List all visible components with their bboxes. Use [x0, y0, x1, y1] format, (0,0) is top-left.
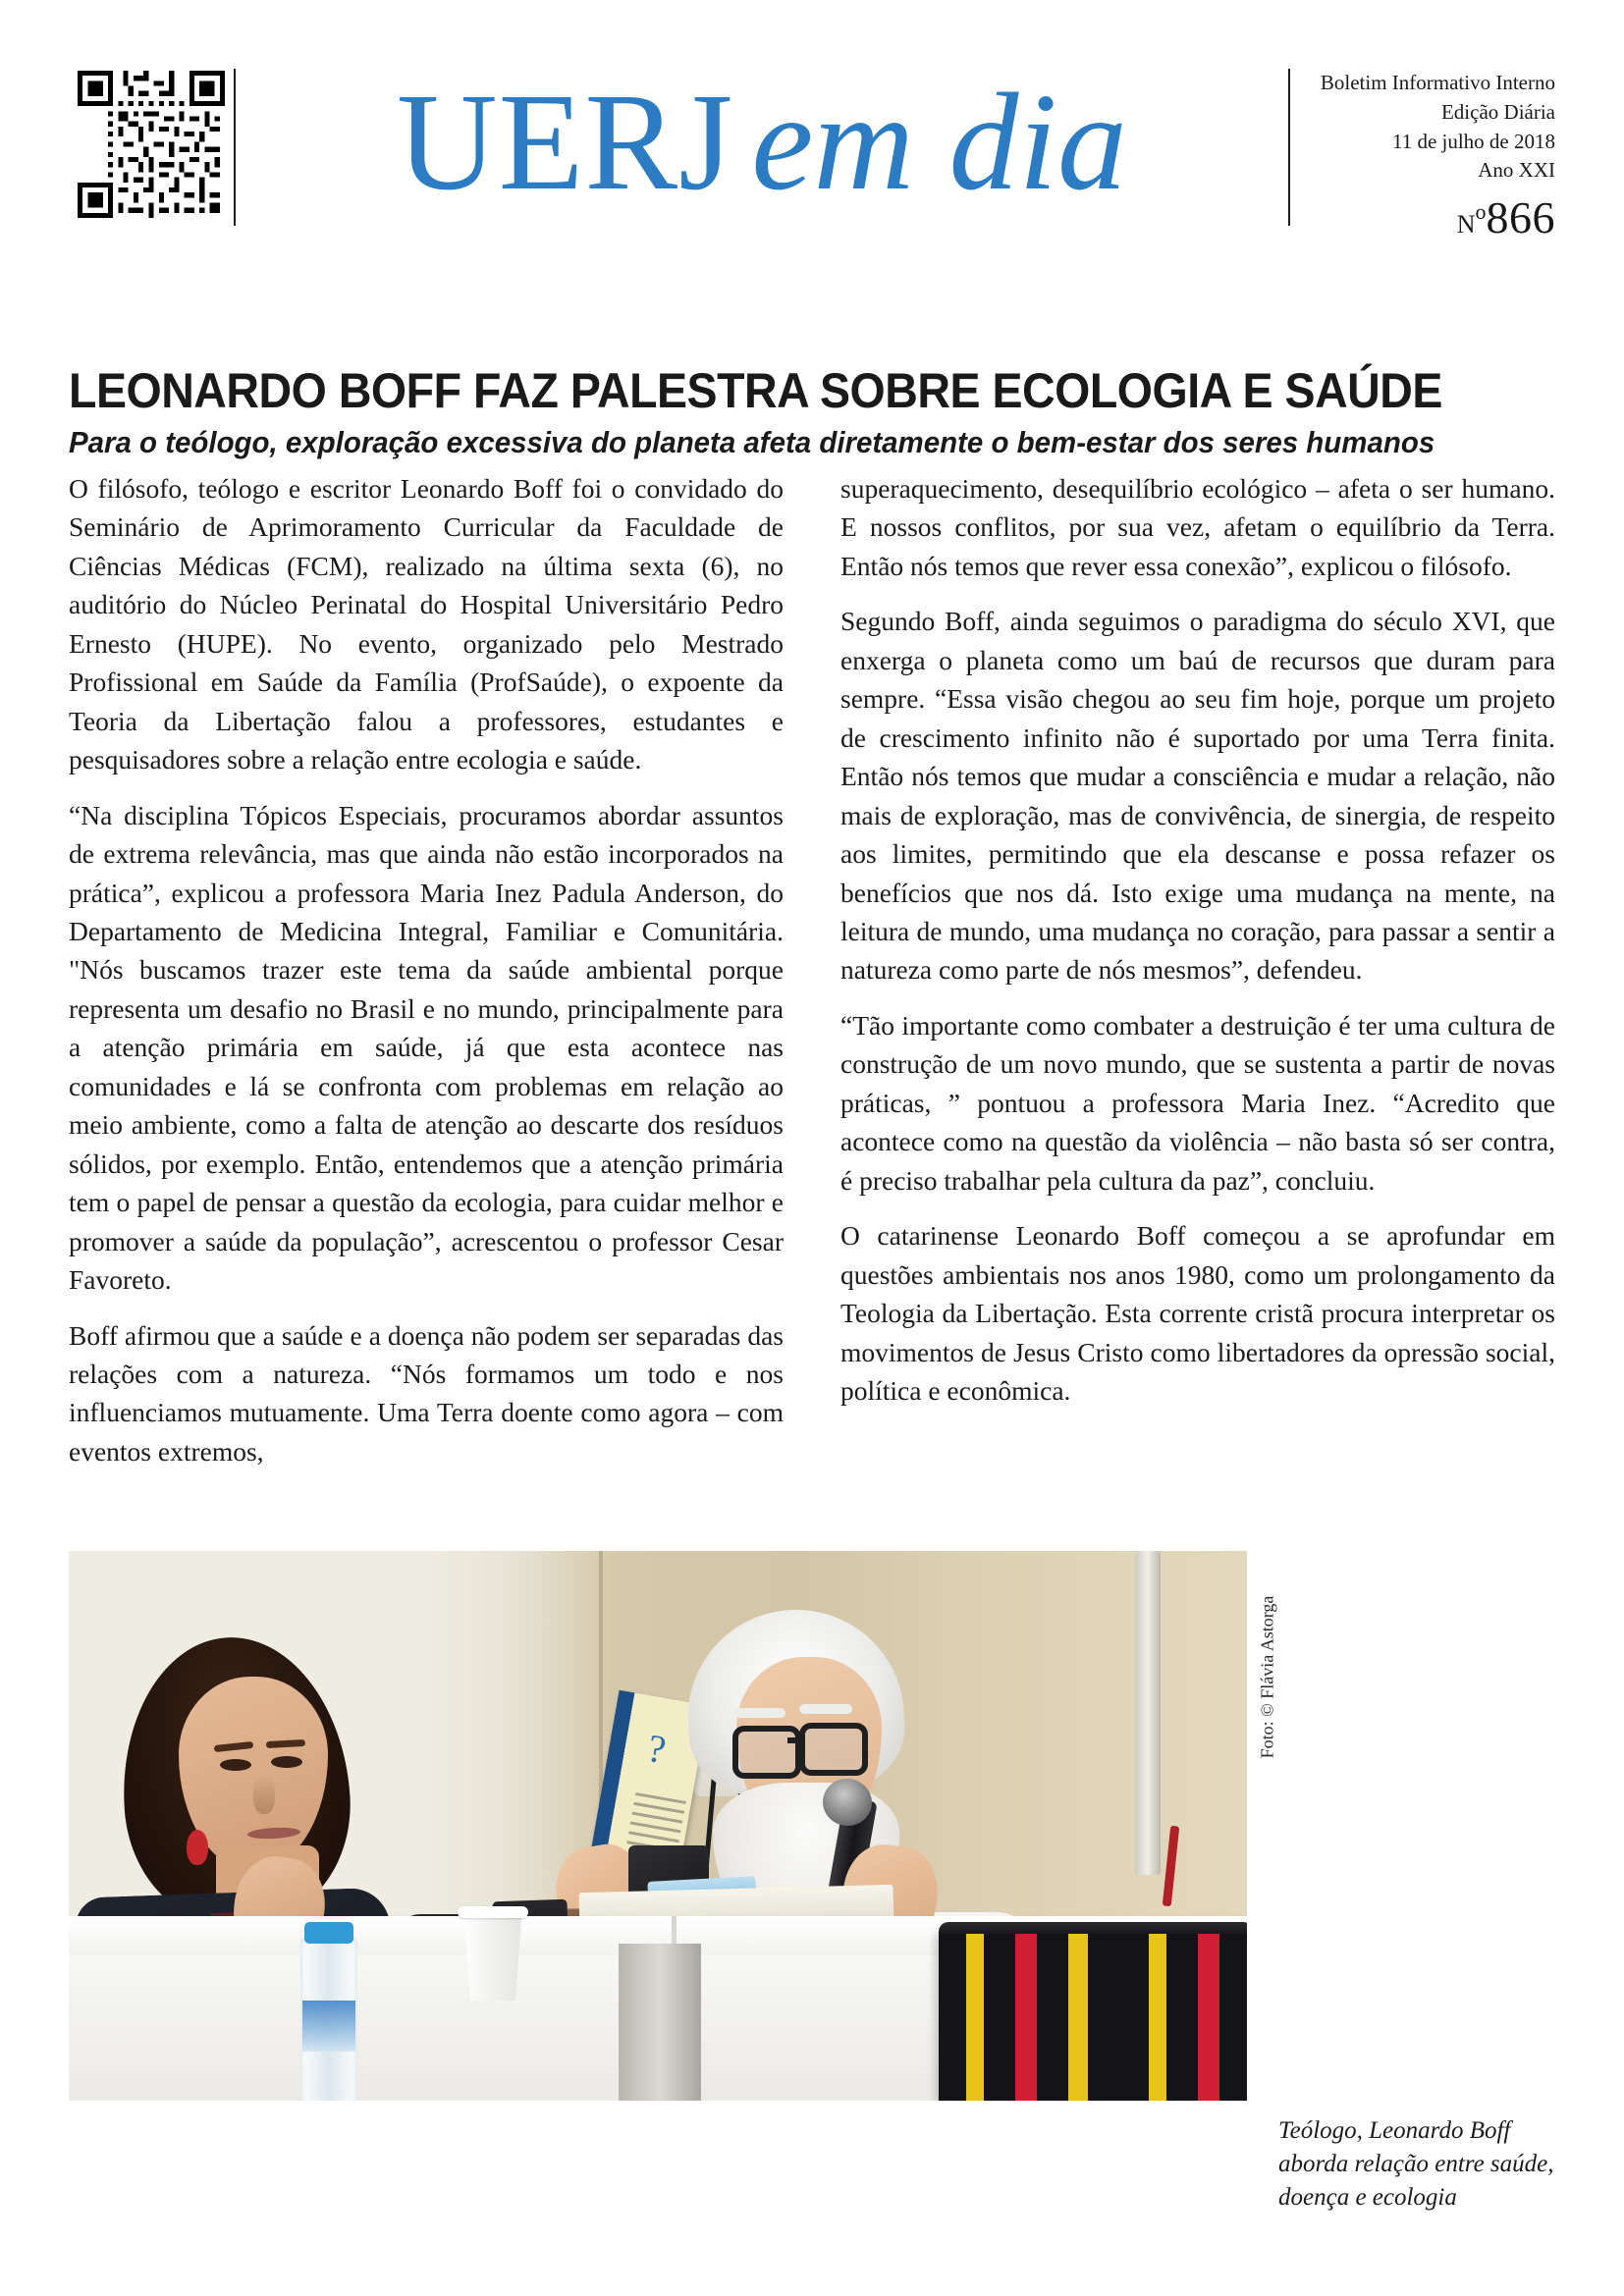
- article-headline: LEONARDO BOFF FAZ PALESTRA SOBRE ECOLOGIA E SAÚDE: [69, 362, 1442, 418]
- edition-year: Ano XXI: [1478, 158, 1555, 183]
- edition-info: [1290, 61, 1555, 243]
- photo-water-bottle-label: [302, 2001, 355, 2052]
- paragraph: O catarinense Leonardo Boff começou a se aprofundar em questões ambientais nos anos 1980, como um prolongamento da Teologia da Libertação. Esta corrente cristã procura interpretar os movimentos de Jesus Cristo como libertadores da opressão social, política e econômica.: [840, 1220, 1555, 1406]
- photo-woman-eye: [220, 1759, 251, 1771]
- column-right: [840, 469, 1555, 1539]
- photo-boff-glasses: [799, 1723, 868, 1776]
- photo-credit: [1251, 1551, 1284, 2101]
- edition-number-prefix: N: [1456, 210, 1476, 240]
- photo-whiteboard-frame: [1135, 1551, 1161, 1875]
- photo-paper-cup-rim: [458, 1906, 528, 1918]
- masthead: [69, 61, 1555, 243]
- paragraph: Boff afirmou que a saúde e a doença não podem ser separadas das relações com a natureza. “Nós formamos um todo e nos influenciamos mutuamente. Uma Terra doente como agora – com eventos extremos,: [69, 1319, 784, 1467]
- paragraph: “Na disciplina Tópicos Especiais, procuramos abordar assuntos de extrema relevância, mas que ainda não estão incorporados na prática”, explicou a professora Maria Inez Padula Anderson, do Departamento de Medicina Integral, Familiar e Comunitária. "Nós buscamos trazer este tema da saúde ambiental porque representa um desafio no Brasil e no mundo, principalmente para a atenção primária em saúde, já que esta acontece nas comunidades e lá se confronta com problemas em relação ao meio ambiente, como a falta de atenção ao descarte dos resíduos sólidos, por exemplo. Então, entendemos que a atenção primária tem o papel de pensar a questão da ecologia, para cuidar melhor e promover a saúde da população”, acrescentou o professor Cesar Favoreto.: [69, 799, 784, 1296]
- photo-table-leg: [619, 1944, 701, 2101]
- title-uerj: UERJ: [397, 64, 734, 219]
- edition-number-value: 866: [1486, 192, 1555, 243]
- photo-woman-nose: [253, 1775, 275, 1814]
- photo-boff-glasses: [732, 1726, 801, 1779]
- photo-water-bottle-cap: [304, 1922, 353, 1944]
- paragraph: “Tão importante como combater a destruição é ter uma cultura de construção de um novo mundo, que se sustenta a partir de novas práticas, ” pontuou a professora Maria Inez. “Acredito que acontece como na questão da violência – não basta só ser contra, é preciso trabalhar pela cultura da paz”, concluiu.: [840, 1009, 1555, 1196]
- article-subhead: Para o teólogo, exploração excessiva do planeta afeta diretamente o bem-estar dos seres humanos: [69, 424, 1435, 459]
- bulletin-label: Boletim Informativo Interno: [1320, 71, 1555, 94]
- paragraph: Segundo Boff, ainda seguimos o paradigma do século XVI, que enxerga o planeta como um baú de recursos que duram para sempre. “Essa visão chegou ao seu fim hoje, porque um projeto de crescimento infinito não é suportado por uma Terra finita. Então nós temos que mudar a consciência e mudar a relação, não mais de exploração, mas de convivência, de sinergia, de respeito aos limites, permitindo que ela descanse e possa refazer os benefícios que nos dá. Isto exige uma mudança na mente, na leitura de mundo, uma mudança no coração, para passar a sentir a natureza como parte de nós mesmos”, defendeu.: [840, 606, 1555, 986]
- qr-code-icon[interactable]: [69, 61, 234, 228]
- photo-boff-glasses-bridge: [787, 1737, 803, 1743]
- title-em-dia: em dia: [751, 64, 1127, 219]
- article-photo: [69, 1551, 1247, 2101]
- edition-number: [1310, 192, 1555, 243]
- photo-boff-eyebrow: [799, 1704, 852, 1714]
- photo-boff-eyebrow: [732, 1708, 785, 1718]
- photo-caption: Teólogo, Leonardo Boff aborda relação entre saúde, doença e ecologia: [1278, 2117, 1554, 2211]
- edition-number-ordinal: o: [1475, 199, 1487, 225]
- publication-title: [236, 61, 1288, 228]
- edition-frequency: Edição Diária: [1440, 99, 1555, 124]
- photo-striped-cloth: [939, 1934, 1247, 2101]
- photo-paper-cup: [461, 1912, 524, 2001]
- paragraph: O filósofo, teólogo e escritor Leonardo Boff foi o convidado do Seminário de Aprimoramento Curricular da Faculdade de Ciências Médicas (FCM), realizado na última sexta (6), no auditório do Núcleo Perinatal do Hospital Universitário Pedro Ernesto (HUPE). No evento, organizado pelo Mestrado Profissional em Saúde da Família (ProfSaúde), o expoente da Teoria da Libertação falou a professores, estudantes e pesquisadores sobre a relação entre ecologia e saúde.: [69, 473, 784, 775]
- photo-woman-earring: [187, 1830, 208, 1865]
- article-body: [69, 469, 1555, 1539]
- column-left: [69, 469, 784, 1539]
- paragraph: superaquecimento, desequilíbrio ecológico – afeta o ser humano. E nossos conflitos, por sua vez, afetam o equilíbrio da Terra. Então nós temos que rever essa conexão”, explicou o filósofo.: [840, 473, 1555, 581]
- photo-woman-eye: [271, 1756, 302, 1768]
- photo-image: [69, 1551, 1247, 2101]
- photo-book-question-mark: ?: [644, 1725, 670, 1773]
- edition-date: 11 de julho de 2018: [1391, 129, 1555, 153]
- photo-credit-text: Foto: © Flávia Astorga: [1257, 1595, 1277, 1759]
